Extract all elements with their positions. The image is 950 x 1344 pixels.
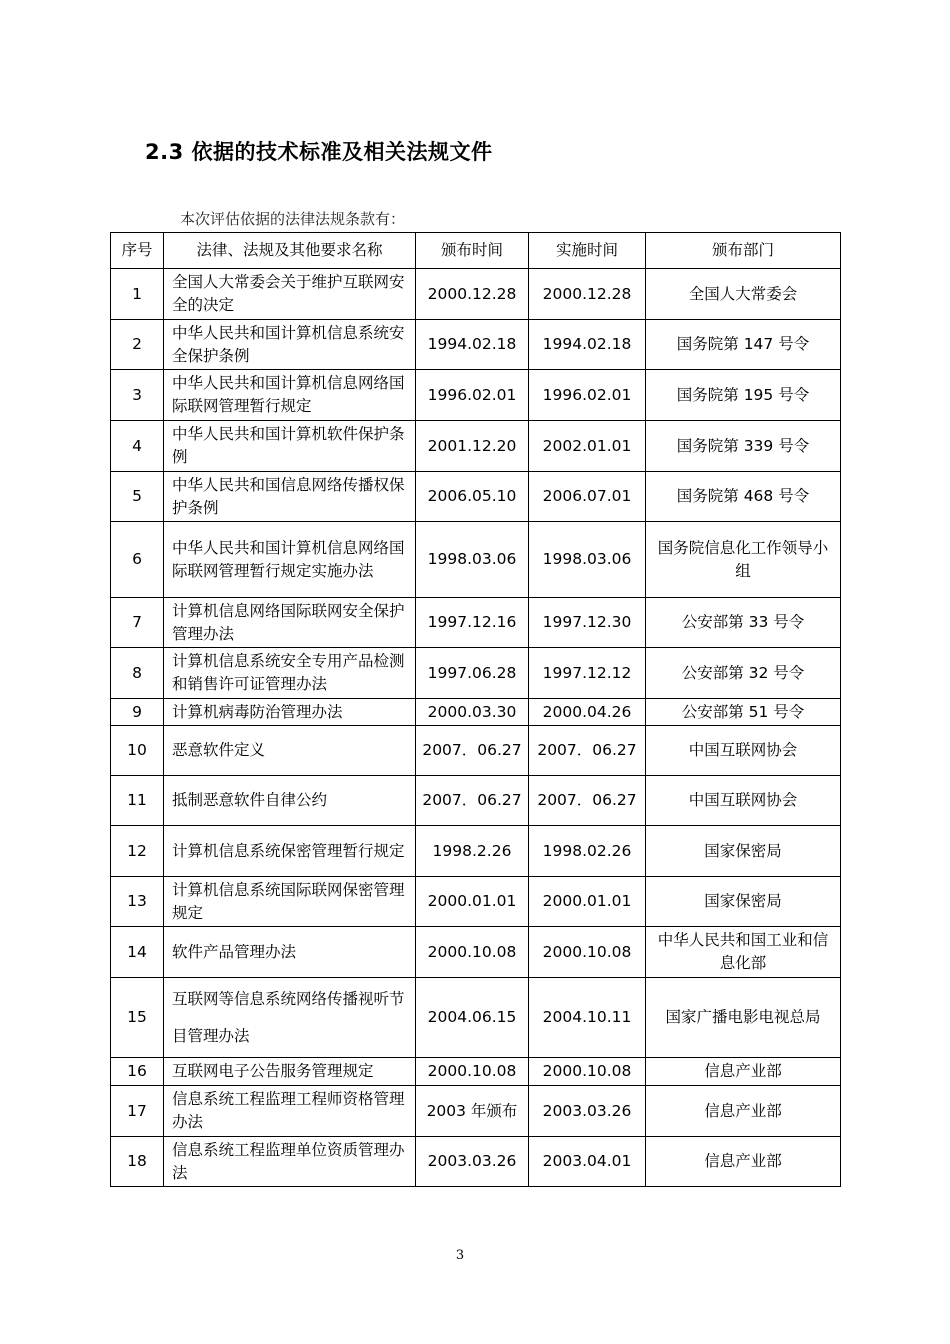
cell-effective: 2000.01.01 [529,877,646,927]
table-row [111,726,841,776]
cell-dept: 国家保密局 [646,877,841,927]
cell-no: 16 [111,1058,164,1086]
cell-issued: 2001.12.20 [416,421,529,472]
cell-dept: 信息产业部 [646,1137,841,1187]
cell-name: 全国人大常委会关于维护互联网安全的决定 [164,269,416,320]
cell-issued: 2000.10.08 [416,927,529,978]
cell-dept: 国务院信息化工作领导小组 [646,522,841,598]
page-number: 3 [455,1248,465,1263]
cell-name: 中华人民共和国计算机信息网络国际联网管理暂行规定 [164,370,416,421]
cell-name: 抵制恶意软件自律公约 [164,776,416,826]
cell-effective: 2003.04.01 [529,1137,646,1187]
cell-effective: 1998.02.26 [529,826,646,877]
cell-effective: 2000.04.26 [529,699,646,726]
cell-issued: 2006.05.10 [416,472,529,522]
cell-issued: 2000.12.28 [416,269,529,320]
cell-dept: 中华人民共和国工业和信息化部 [646,927,841,978]
cell-name: 中华人民共和国计算机软件保护条例 [164,421,416,472]
cell-name: 互联网等信息系统网络传播视听节目管理办法 [164,978,416,1058]
table-row [111,1137,841,1187]
cell-no: 1 [111,269,164,320]
table-row [111,877,841,927]
header-name: 法律、法规及其他要求名称 [164,233,416,269]
cell-effective: 2007．06.27 [529,776,646,826]
section-heading: 2.3 依据的技术标准及相关法规文件 [145,140,493,164]
cell-issued: 1997.06.28 [416,648,529,699]
cell-effective: 2007．06.27 [529,726,646,776]
cell-dept: 信息产业部 [646,1058,841,1086]
cell-effective: 2000.10.08 [529,1058,646,1086]
cell-name: 信息系统工程监理单位资质管理办法 [164,1137,416,1187]
cell-dept: 公安部第 33 号令 [646,598,841,648]
cell-no: 3 [111,370,164,421]
table-row [111,472,841,522]
cell-issued: 2003.03.26 [416,1137,529,1187]
cell-issued: 1997.12.16 [416,598,529,648]
table-row [111,978,841,1058]
header-no: 序号 [111,233,164,269]
header-issued: 颁布时间 [416,233,529,269]
cell-dept: 国务院第 195 号令 [646,370,841,421]
cell-issued: 1994.02.18 [416,320,529,370]
table-row [111,776,841,826]
table-row [111,522,841,598]
cell-dept: 信息产业部 [646,1086,841,1137]
cell-no: 6 [111,522,164,598]
cell-no: 11 [111,776,164,826]
cell-dept: 国家保密局 [646,826,841,877]
cell-no: 12 [111,826,164,877]
table-row [111,320,841,370]
cell-issued: 1998.2.26 [416,826,529,877]
cell-effective: 1997.12.30 [529,598,646,648]
cell-name: 计算机信息系统国际联网保密管理规定 [164,877,416,927]
cell-dept: 中国互联网协会 [646,776,841,826]
cell-no: 8 [111,648,164,699]
cell-effective: 2006.07.01 [529,472,646,522]
cell-dept: 公安部第 51 号令 [646,699,841,726]
table-row [111,826,841,877]
table-row [111,1058,841,1086]
cell-effective: 1997.12.12 [529,648,646,699]
cell-no: 14 [111,927,164,978]
cell-effective: 1998.03.06 [529,522,646,598]
table-row [111,1086,841,1137]
cell-no: 10 [111,726,164,776]
cell-dept: 国务院第 147 号令 [646,320,841,370]
cell-no: 18 [111,1137,164,1187]
table-row [111,421,841,472]
cell-effective: 2000.10.08 [529,927,646,978]
cell-effective: 1994.02.18 [529,320,646,370]
intro-text: 本次评估依据的法律法规条款有： [180,210,406,228]
cell-name: 计算机病毒防治管理办法 [164,699,416,726]
cell-no: 9 [111,699,164,726]
cell-issued: 2000.10.08 [416,1058,529,1086]
cell-name: 计算机信息系统安全专用产品检测和销售许可证管理办法 [164,648,416,699]
cell-dept: 国家广播电影电视总局 [646,978,841,1058]
cell-name: 互联网电子公告服务管理规定 [164,1058,416,1086]
cell-dept: 中国互联网协会 [646,726,841,776]
cell-name: 恶意软件定义 [164,726,416,776]
cell-no: 13 [111,877,164,927]
cell-effective: 2000.12.28 [529,269,646,320]
cell-issued: 1996.02.01 [416,370,529,421]
cell-name: 中华人民共和国计算机信息系统安全保护条例 [164,320,416,370]
cell-issued: 2000.01.01 [416,877,529,927]
table-row [111,699,841,726]
table-row [111,370,841,421]
cell-issued: 1998.03.06 [416,522,529,598]
cell-no: 15 [111,978,164,1058]
cell-no: 17 [111,1086,164,1137]
cell-dept: 国务院第 468 号令 [646,472,841,522]
table-header-row [111,233,841,269]
cell-effective: 2004.10.11 [529,978,646,1058]
table-row [111,598,841,648]
cell-dept: 全国人大常委会 [646,269,841,320]
cell-dept: 公安部第 32 号令 [646,648,841,699]
cell-issued: 2003 年颁布 [416,1086,529,1137]
cell-no: 5 [111,472,164,522]
cell-issued: 2004.06.15 [416,978,529,1058]
cell-no: 4 [111,421,164,472]
table-row [111,648,841,699]
cell-dept: 国务院第 339 号令 [646,421,841,472]
cell-name: 中华人民共和国计算机信息网络国际联网管理暂行规定实施办法 [164,522,416,598]
cell-effective: 2003.03.26 [529,1086,646,1137]
cell-effective: 1996.02.01 [529,370,646,421]
header-dept: 颁布部门 [646,233,841,269]
cell-issued: 2000.03.30 [416,699,529,726]
cell-name: 计算机信息系统保密管理暂行规定 [164,826,416,877]
cell-name: 软件产品管理办法 [164,927,416,978]
cell-issued: 2007．06.27 [416,726,529,776]
table-row [111,927,841,978]
cell-issued: 2007．06.27 [416,776,529,826]
table-row [111,269,841,320]
cell-no: 7 [111,598,164,648]
cell-name: 中华人民共和国信息网络传播权保护条例 [164,472,416,522]
cell-no: 2 [111,320,164,370]
regulations-table [110,232,841,1187]
cell-name: 计算机信息网络国际联网安全保护管理办法 [164,598,416,648]
header-effective: 实施时间 [529,233,646,269]
cell-effective: 2002.01.01 [529,421,646,472]
cell-name: 信息系统工程监理工程师资格管理办法 [164,1086,416,1137]
